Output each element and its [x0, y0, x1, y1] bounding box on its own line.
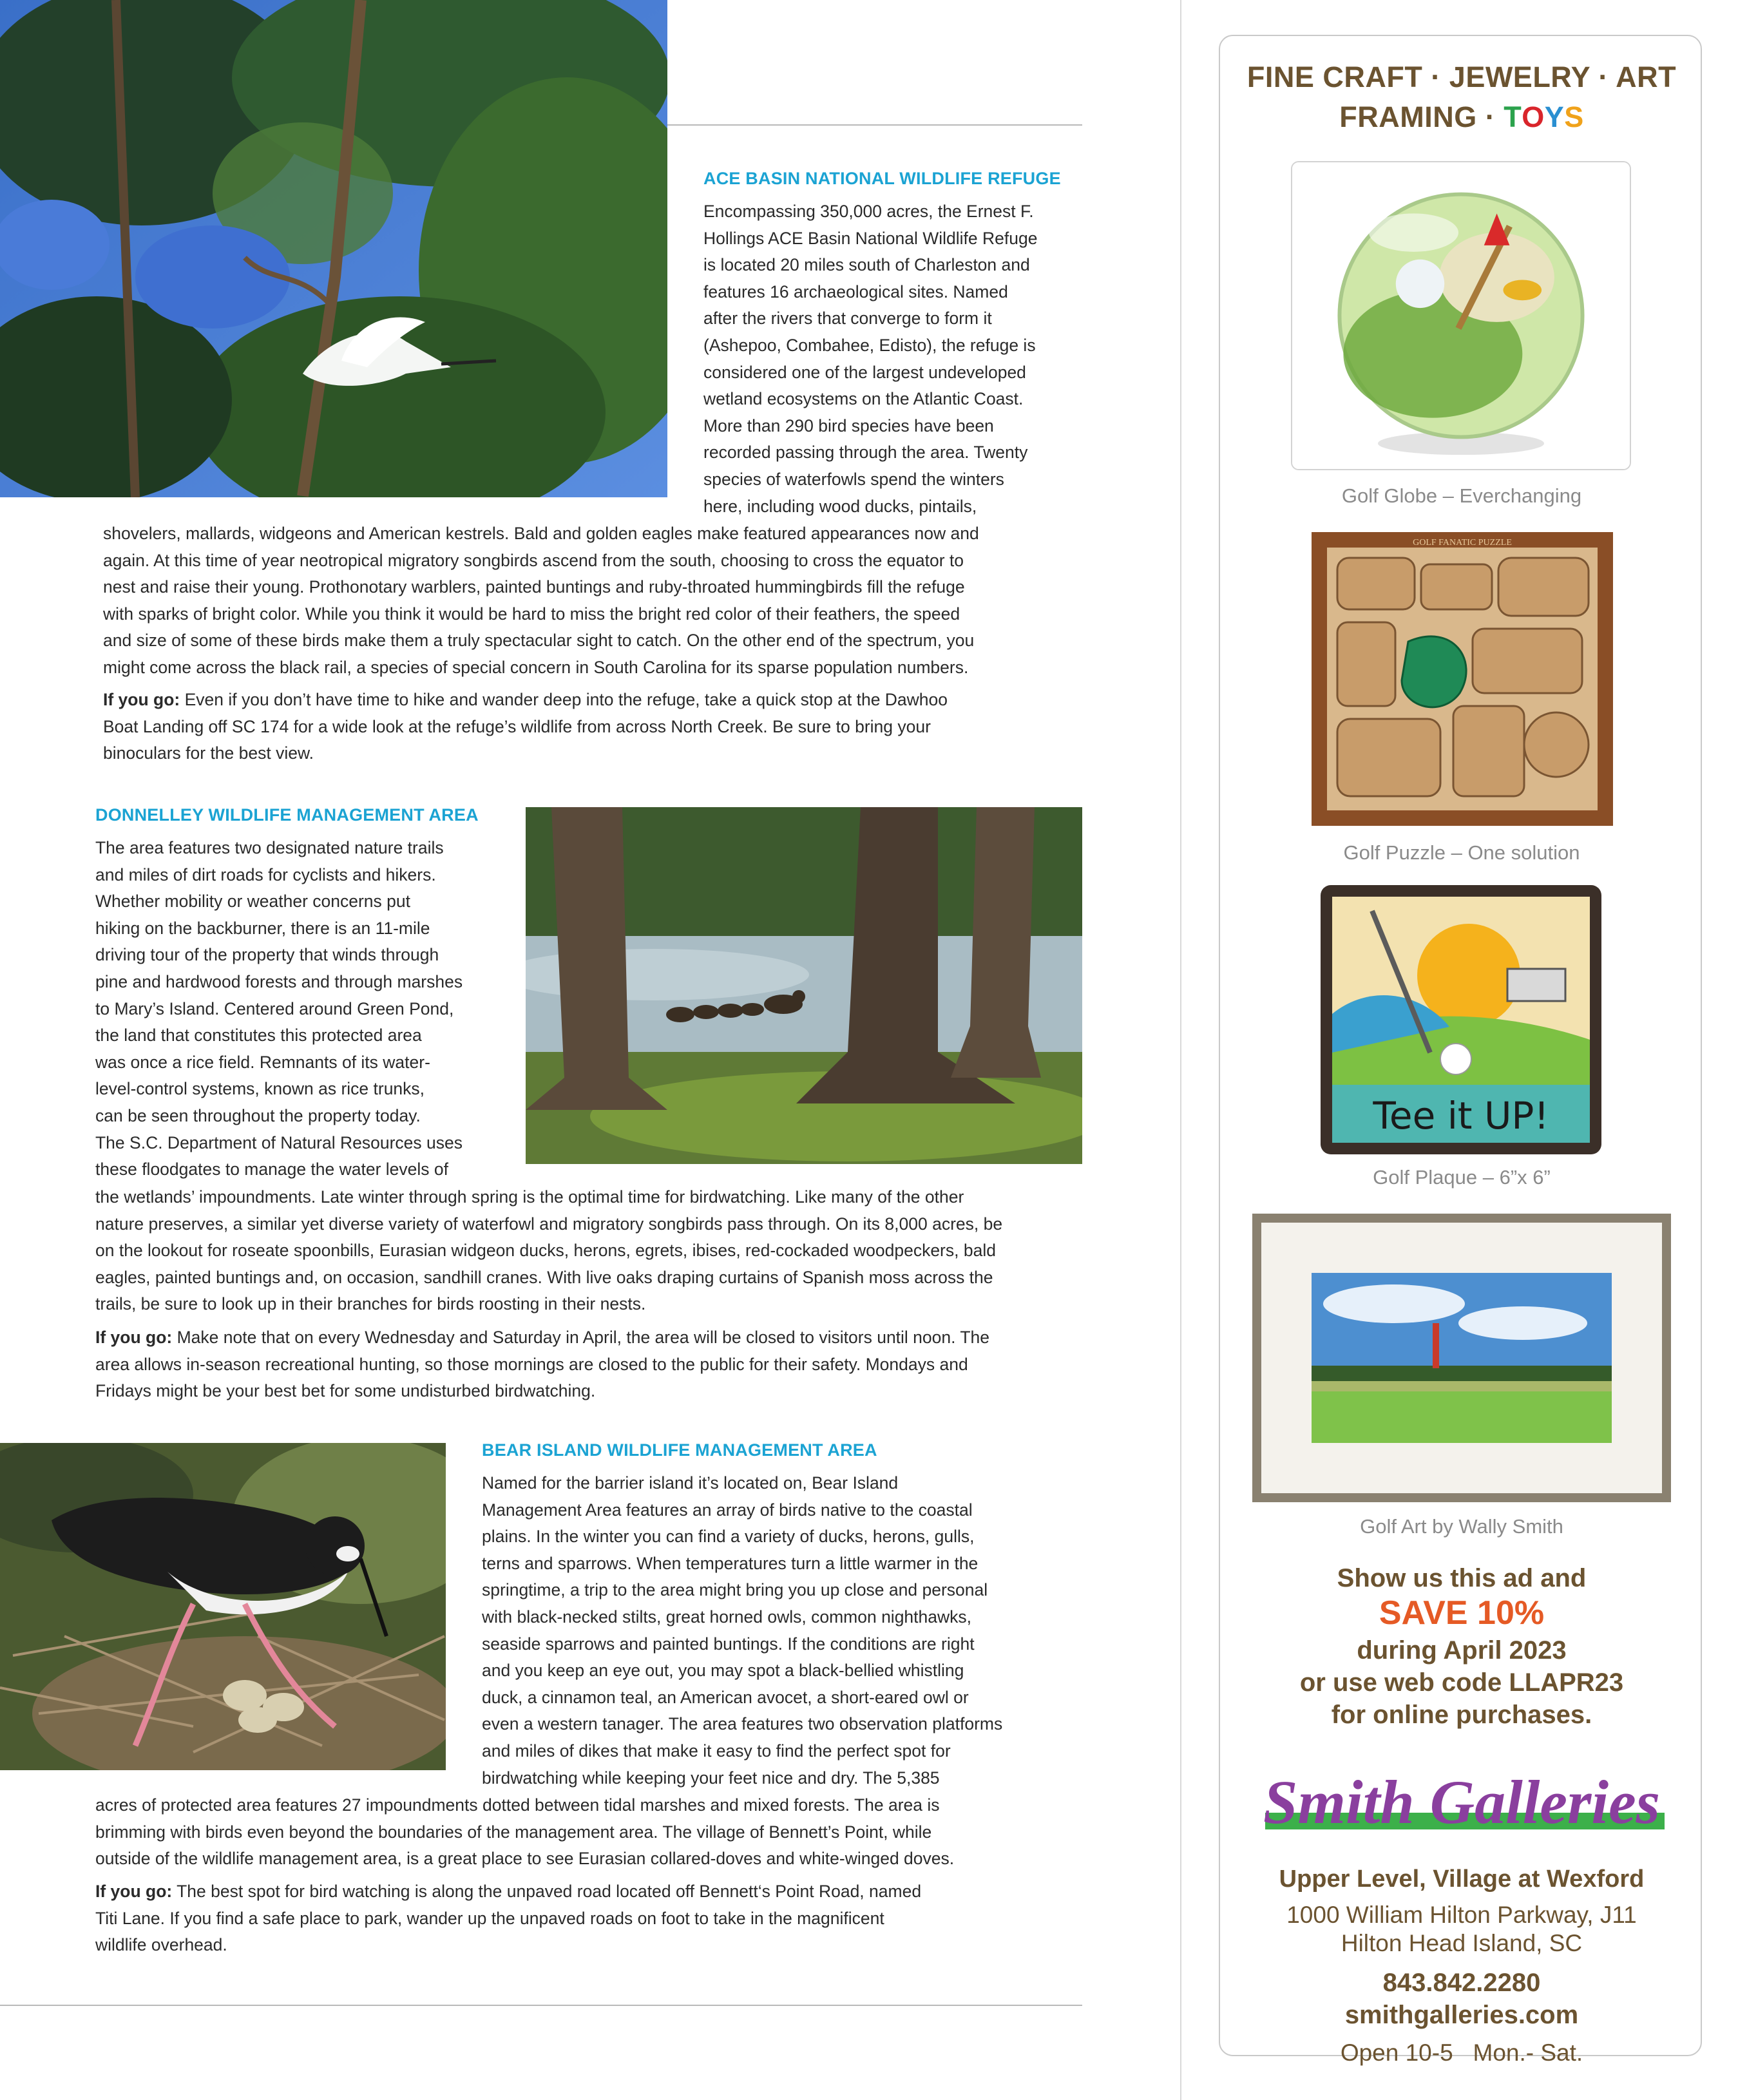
golf-art-caption: Golf Art by Wally Smith	[1360, 1515, 1563, 1538]
promo-line5: for online purchases.	[1331, 1701, 1592, 1729]
address-line2: Hilton Head Island, SC	[1341, 1930, 1583, 1956]
promo-save: SAVE 10%	[1379, 1594, 1545, 1632]
egret-photo	[0, 0, 667, 497]
golf-puzzle-image[interactable]	[1312, 532, 1613, 826]
bottom-rule	[0, 2005, 1082, 2006]
ace-heading: ACE BASIN NATIONAL WILDLIFE REFUGE	[703, 169, 1061, 188]
golf-puzzle-caption: Golf Puzzle – One solution	[1343, 841, 1580, 864]
donnelley-body-wide: the wetlands’ impoundments. Late winter through spring is the optimal time for birdwatching. Like many of the other nature preserves, a similar yet diverse variety of waterfowl and migratory songbirds pass through. On its 8,000 acres, be on the lookout for roseate spoonbills, Eurasian widgeon ducks, herons, egrets, ibises, red-cockaded woodpeckers, bald eagles, painted buntings and, on occasion, sandhill cranes. With live oaks draping curtains of Spanish moss across the trails, be sure to look up in their branches for birds roosting in their nests.	[95, 1187, 1003, 1314]
promo-line3: during April 2023	[1357, 1636, 1567, 1665]
donnelley-heading: DONNELLEY WILDLIFE MANAGEMENT AREA	[95, 805, 479, 825]
ace-if-you-go: If you go: Even if you don’t have time to hike and wander deep into the refuge, take a quick stop at the Dawhoo Boat Landing off SC 174 for a wide look at the refuge’s wildlife from across North Creek. Be sure to bring your binoculars for the best view.	[103, 690, 948, 763]
bear-body-wide: acres of protected area features 27 impoundments dotted between tidal marshes and mixed forests. The area is brimming with birds even beyond the boundaries of the management area. The village of Bennett’s Point, while outside of the wildlife management area, is a great place to see Eurasian collared-doves and white-winged doves.	[95, 1795, 955, 1869]
hours: Open 10-5 Mon.- Sat.	[1340, 2039, 1583, 2066]
golf-globe-image[interactable]	[1291, 161, 1631, 470]
donnelley-if-you-go: If you go: Make note that on every Wednesday and Saturday in April, the area will be closed to visitors until noon. The area allows in-season recreational hunting, so those mornings are closed to the public for their safety. Mondays and Fridays might be your best bet for some undisturbed birdwatching.	[95, 1328, 990, 1401]
promo-line4: or use web code LLAPR23	[1299, 1668, 1624, 1697]
top-rule	[667, 124, 1082, 126]
column-divider	[1180, 0, 1181, 2100]
smith-galleries-logo[interactable]	[1239, 1759, 1684, 1862]
ace-body-narrow: Encompassing 350,000 acres, the Ernest F. Hollings ACE Basin National Wildlife Refuge is located 20 miles south of Charleston and features 16 archaeological sites. Named after the rivers that converge to form it (Ashepoo, Combahee, Edisto), the refuge is considered one of the largest undeveloped wetland ecosystems on the Atlantic Coast. More than 290 bird species have been recorded passing through the area. Twenty species of waterfowls spend the winters here, including wood ducks, pintails,	[703, 202, 1038, 516]
phone[interactable]: 843.842.2280	[1382, 1969, 1541, 1997]
golf-plaque-caption: Golf Plaque – 6”x 6”	[1373, 1166, 1551, 1188]
stilt-nest-photo	[0, 1443, 446, 1770]
plaque-text: Tee it UP!	[1373, 1094, 1549, 1138]
bear-if-you-go: If you go: The best spot for bird watching is along the unpaved road located off Bennett‘s Point Road, named Titi Lane. If you find a safe place to park, wander up the unpaved roads on foot to take in the magnificent wildlife overhead.	[95, 1882, 922, 1955]
promo-line1: Show us this ad and	[1337, 1564, 1587, 1592]
address-line1: 1000 William Hilton Parkway, J11	[1286, 1902, 1637, 1928]
donnelley-body-narrow: The area features two designated nature trails and miles of dirt roads for cyclists and hikers. Whether mobility or weather concerns put hiking on the backburner, there is an 11-mile driving tour of the property that winds through pine and hardwood forests and through marshes to Mary’s Island. Centered around Green Pond, the land that constitutes this protected area was once a rice field. Remnants of its water- level-control systems, known as rice trunks, can be seen throughout the property today. The S.C. Department of Natural Resources uses these floodgates to manage the water levels of	[95, 838, 463, 1179]
ad-headline-line1: FINE CRAFT · JEWELRY · ART	[1246, 61, 1677, 93]
website[interactable]: smithgalleries.com	[1344, 2001, 1579, 2029]
bear-heading: BEAR ISLAND WILDLIFE MANAGEMENT AREA	[482, 1440, 877, 1460]
logo-text: Smith Galleries	[1263, 1768, 1661, 1837]
golf-plaque-image[interactable]	[1321, 885, 1601, 1154]
location: Upper Level, Village at Wexford	[1279, 1866, 1645, 1893]
ace-body-wide: shovelers, mallards, widgeons and American kestrels. Bald and golden eagles make featured appearances now and again. At this time of year neotropical migratory songbirds ascend from the south, choosing to cross the equator to nest and raise their young. Prothonotary warblers, painted buntings and ruby-throated hummingbirds fill the refuge with sparks of bright color. While you think it would be hard to miss the bright red color of their feathers, the speed and size of some of these birds make them a truly spectacular sight to catch. On the other end of the spectrum, you might come across the black rail, a species of special concern in South Carolina for its sparse population numbers.	[103, 524, 979, 677]
golf-art-image[interactable]	[1252, 1214, 1671, 1502]
puzzle-title-text: GOLF FANATIC PUZZLE	[1413, 538, 1512, 548]
toys-word: TOYS	[1504, 100, 1584, 133]
smith-galleries-ad	[1219, 35, 1702, 2066]
golf-globe-caption: Golf Globe – Everchanging	[1341, 484, 1582, 507]
bear-body-narrow: Named for the barrier island it’s located on, Bear Island Management Area features an array of birds native to the coastal plains. In the winter you can find a variety of ducks, herons, gulls, terns and sparrows. When temperatures turn a little warmer in the springtime, a trip to the area might bring you up close and personal with black-necked stilts, great horned owls, common nighthawks, seaside sparrows and painted buntings. If the conditions are right and you keep an eye out, you may spot a black-bellied whistling duck, a cinnamon teal, an American avocet, a short-eared owl or even a western tanager. The area features two observation platforms and miles of dikes that make it easy to find the perfect spot for birdwatching while keeping your feet nice and dry. The 5,385	[482, 1473, 1003, 1788]
ad-headline-line2: FRAMING · TOYS	[1339, 100, 1584, 133]
cypress-ducks-photo	[526, 807, 1082, 1164]
